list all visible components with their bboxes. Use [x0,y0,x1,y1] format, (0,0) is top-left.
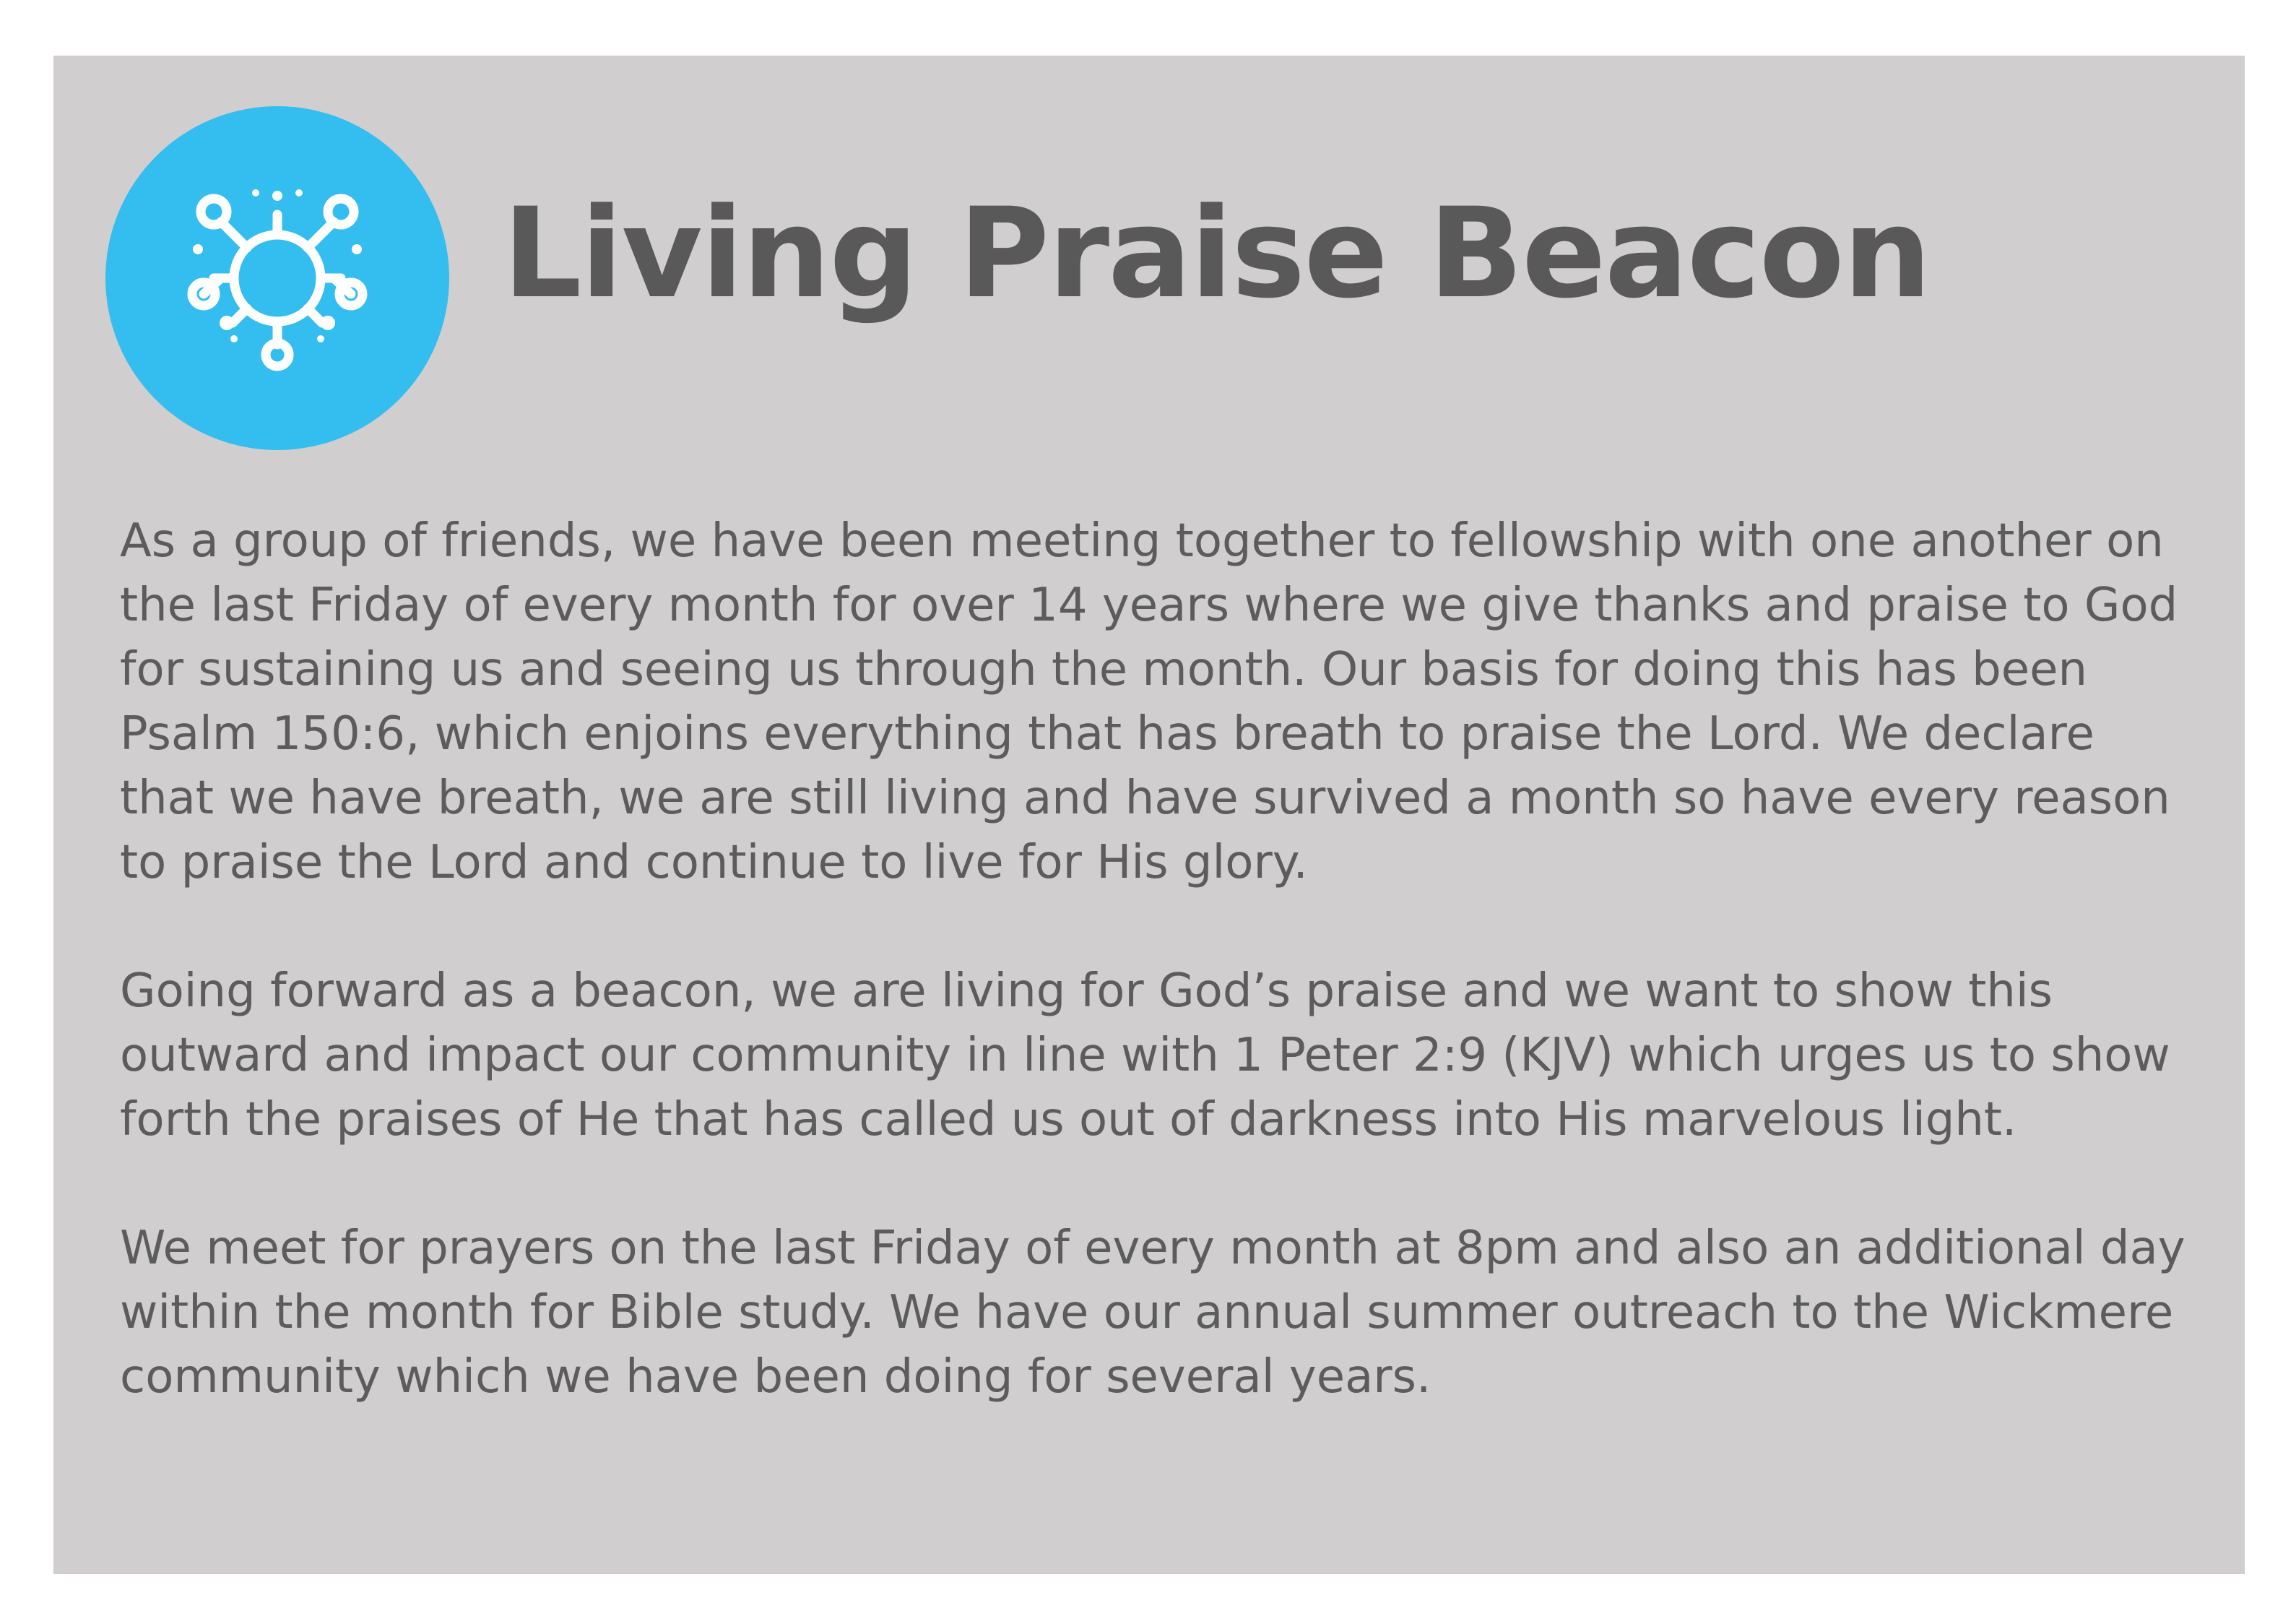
body-text [120,509,2200,1409]
page-title: Living Praise Beacon [503,181,1931,326]
info-card [53,56,2245,1574]
paragraph-meetings: We meet for prayers on the last Friday of every month at 8pm and also an additional day within the month for Bible study. We have our annual summer outreach to the Wickmere community which we have been doing for several years. [120,1222,2185,1404]
paragraph-about: As a group of friends, we have been meeting together to fellowship with one another on the last Friday of every month for over 14 years where we give thanks and praise to God for sustaining us and seeing us through the month. Our basis for doing this has been Psalm 150:6, which enjoins everything that has breath to praise the Lord. We declare that we have breath, we are still living and have survived a month so have every reason to praise the Lord and continue to live for His glory. [120,514,2178,889]
paragraph-mission: Going forward as a beacon, we are living for God’s praise and we want to show this outward and impact our community in line with 1 Peter 2:9 (KJV) which urges us to show forth the praises of He that has called us out of darkness into His marvelous light. [120,964,2170,1146]
logo-badge [105,106,449,450]
